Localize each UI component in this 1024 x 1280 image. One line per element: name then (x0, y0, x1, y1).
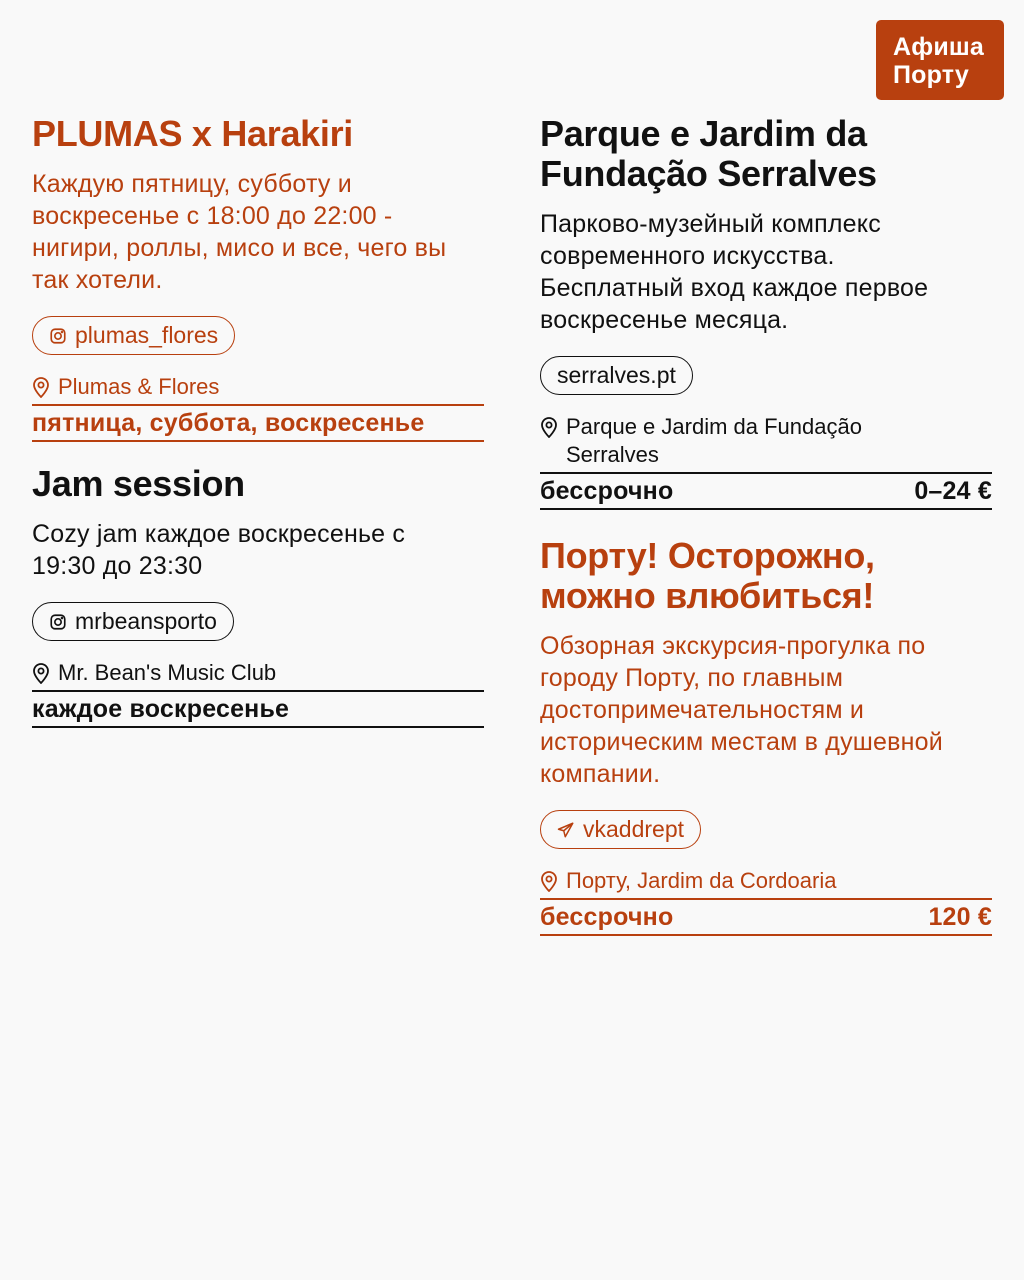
instagram-icon (49, 327, 67, 345)
schedule-label: пятница, суббота, воскресенье (32, 409, 425, 437)
location-label: Порту, Jardim da Cordoaria (566, 868, 837, 893)
location-label: Mr. Bean's Music Club (58, 660, 277, 685)
telegram-link-button[interactable] (540, 810, 701, 849)
map-pin-icon (540, 416, 558, 438)
event-card-porto-tour (540, 536, 992, 936)
logo-line-2: Порту (893, 61, 969, 89)
left-column (32, 114, 484, 754)
instagram-link-button[interactable] (32, 316, 235, 355)
schedule-label: каждое воскресенье (32, 695, 290, 723)
event-card-jam-session (32, 464, 484, 728)
event-card-serralves (540, 114, 992, 510)
link-label: serralves.pt (557, 362, 676, 388)
event-description: Обзорная экскурсия-прогулка по городу Порту, по главным достопримечательностям и историческим местам в душевной компании. (540, 632, 943, 788)
event-schedule-bar (32, 690, 484, 728)
afisha-porto-logo (876, 20, 1004, 100)
link-label: vkaddrept (583, 816, 685, 842)
event-schedule-bar (540, 898, 992, 936)
event-title: Parque e Jardim da Fundação Serralves (540, 113, 877, 194)
schedule-label: бессрочно (540, 477, 674, 505)
event-card-plumas (32, 114, 484, 442)
website-link-button[interactable] (540, 356, 693, 395)
map-pin-icon (32, 376, 50, 398)
price-label: 120 € (928, 903, 992, 931)
event-schedule-bar (32, 404, 484, 442)
map-pin-icon (540, 870, 558, 892)
location-label: Parque e Jardim da Fundação Serralves (566, 414, 862, 467)
event-title: PLUMAS x Harakiri (32, 113, 354, 154)
event-schedule-bar (540, 472, 992, 510)
event-description: Каждую пятницу, субботу и воскресенье с 18:00 до 22:00 - нигири, роллы, мисо и все, чего вы так хотели. (32, 170, 447, 294)
event-title: Jam session (32, 463, 245, 504)
map-pin-icon (32, 662, 50, 684)
event-location (540, 413, 992, 472)
link-label: mrbeansporto (75, 608, 217, 634)
event-location (32, 659, 484, 690)
location-label: Plumas & Flores (58, 374, 220, 399)
instagram-link-button[interactable] (32, 602, 234, 641)
event-location (32, 373, 484, 404)
link-label: plumas_flores (75, 322, 219, 348)
event-description: Парково-музейный комплекс современного искусства. Бесплатный вход каждое первое воскресенье месяца. (540, 210, 929, 334)
schedule-label: бессрочно (540, 903, 674, 931)
telegram-icon (557, 821, 575, 839)
logo-line-1: Афиша (893, 33, 985, 61)
right-column (540, 114, 992, 962)
price-label: 0–24 € (914, 477, 992, 505)
event-location (540, 867, 992, 898)
event-description: Cozy jam каждое воскресенье с 19:30 до 23:30 (32, 520, 406, 580)
event-title: Порту! Осторожно, можно влюбиться! (540, 535, 875, 616)
instagram-icon (49, 613, 67, 631)
